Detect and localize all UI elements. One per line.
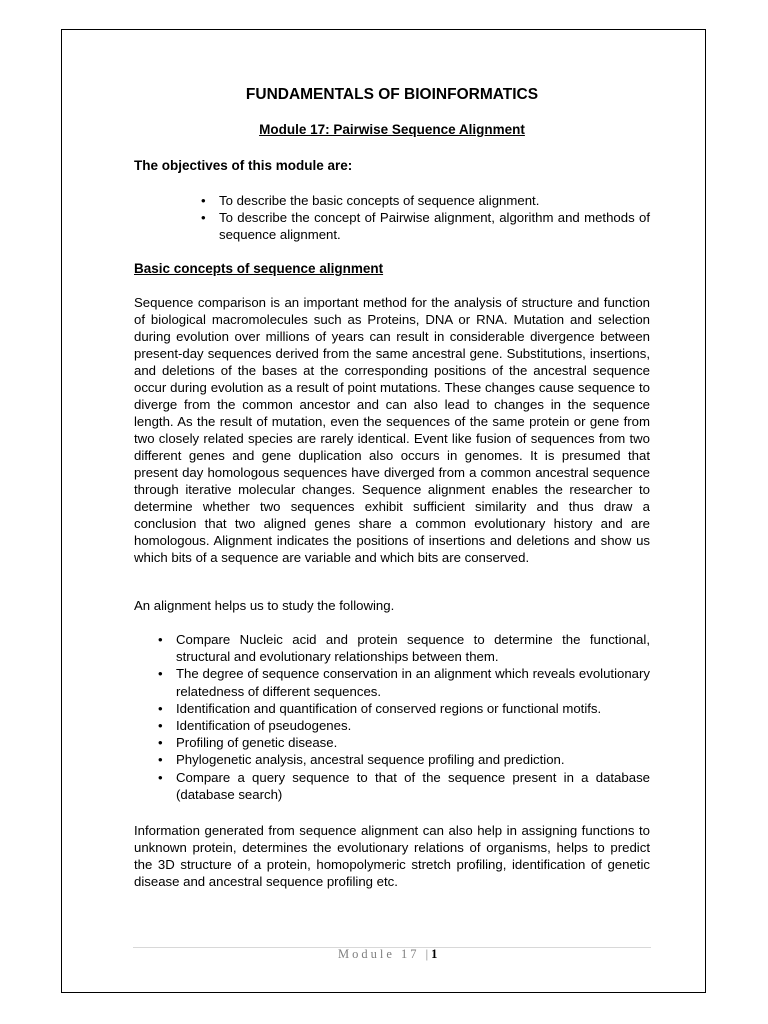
footer-separator: | bbox=[425, 947, 432, 961]
objective-item: • To describe the basic concepts of sequence alignment. bbox=[199, 192, 650, 209]
list-item: • Compare Nucleic acid and protein sequence to determine the functional, structural and evolutionary relationships between them. bbox=[156, 631, 650, 665]
list-item: • The degree of sequence conservation in an alignment which reveals evolutionary relatedness of different sequences. bbox=[156, 665, 650, 699]
objectives-heading: The objectives of this module are: bbox=[134, 158, 353, 173]
page-number: 1 bbox=[431, 947, 438, 961]
objective-item: • To describe the concept of Pairwise alignment, algorithm and methods of sequence alignment. bbox=[199, 209, 650, 243]
objectives-list bbox=[199, 192, 650, 243]
section-heading: Basic concepts of sequence alignment bbox=[134, 261, 384, 276]
list-item: • Compare a query sequence to that of the sequence present in a database (database search) bbox=[156, 769, 650, 803]
list-item: • Identification and quantification of conserved regions or functional motifs. bbox=[156, 700, 650, 717]
alignment-uses-list bbox=[156, 631, 650, 803]
paragraph-information-generated: Information generated from sequence alignment can also help in assigning functions to unknown protein, determines the evolutionary relations of organisms, helps to predict the 3D structure of a protein, homopolymeric stretch profiling, identification of genetic disease and ancestral sequence profiling etc. bbox=[134, 823, 650, 889]
list-item: • Profiling of genetic disease. bbox=[156, 734, 650, 751]
footer-module-label: Module 17 bbox=[338, 947, 420, 961]
document-title: FUNDAMENTALS OF BIOINFORMATICS bbox=[245, 86, 539, 103]
paragraph-alignment-intro: An alignment helps us to study the following. bbox=[134, 598, 395, 613]
list-item: • Identification of pseudogenes. bbox=[156, 717, 650, 734]
page-footer bbox=[338, 947, 437, 962]
module-heading: Module 17: Pairwise Sequence Alignment bbox=[259, 122, 525, 137]
paragraph-sequence-comparison: Sequence comparison is an important method for the analysis of structure and function of biological macromolecules such as Proteins, DNA or RNA. Mutation and selection during evolution over millions of years can result in considerable divergence between present-day sequences derived from the same ancestral gene. Substitutions, insertions, and deletions of the bases at the corresponding positions of the ancestral sequence occur during evolution as a result of point mutations. These changes cause sequence to diverge from the common ancestor and can also lead to changes in the sequence length. As the result of mutation, even the sequences of the same protein or gene from two closely related species are rarely identical. Event like fusion of sequences from two different genes and gene duplication also occurs in genomes. It is presumed that present day homologous sequences have diverged from a common ancestral sequence through iterative molecular changes. Sequence alignment enables the researcher to determine whether two sequences exhibit sufficient similarity and thus draw a conclusion that two aligned genes share a common evolutionary history and are homologous. Alignment indicates the positions of insertions and deletions and show us which bits of a sequence are variable and which bits are conserved. bbox=[134, 295, 650, 565]
list-item: • Phylogenetic analysis, ancestral sequence profiling and prediction. bbox=[156, 751, 650, 768]
